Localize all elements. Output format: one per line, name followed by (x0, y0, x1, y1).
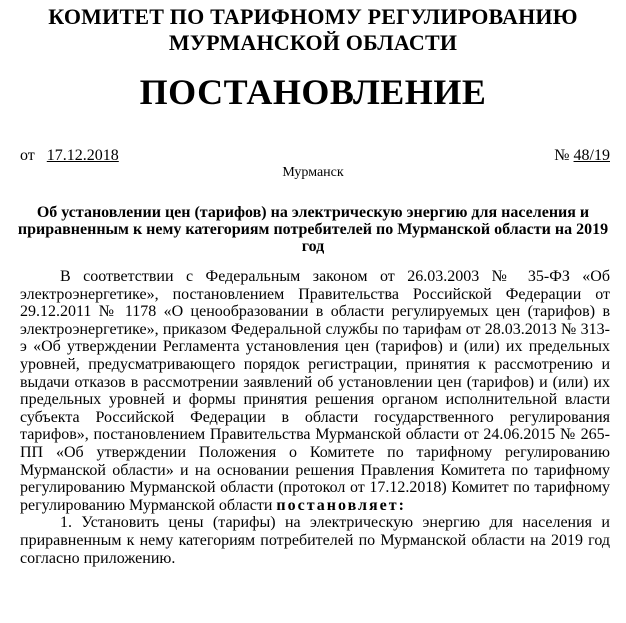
preamble-paragraph (20, 268, 610, 514)
number-value: 48/19 (573, 147, 610, 164)
document-number (554, 146, 610, 166)
date-number-row (20, 146, 610, 166)
document-subject: Об установлении цен (тарифов) на электрическую энергию для населения и приравненным к нему категориям потребителей по Мурманской области на 2019 год (17, 204, 609, 255)
organization-name-line-2: МУРМАНСКОЙ ОБЛАСТИ (168, 30, 458, 55)
preamble-text: В соответствии с Федеральным законом от 26.03.2003 № 35-ФЗ «Об электроэнергетике», постановлением Правительства Российской Федерации от 29.12.2011 № 1178 «О ценообразовании в области регулируемых цен (тарифов) в электроэнергетике», приказом Федеральной службы по тарифам от 28.03.2013 № 313-э «Об утверждении Регламента установления цен (тарифов) и (или) их предельных уровней, предусматривающего порядок регистрации, принятия к рассмотрению и выдачи отказов в рассмотрении заявлений об установлении цен (тарифов) и (или) их предельных уровней и формы принятия решения органом исполнительной власти субъекта Российской Федерации в области государственного регулирования тарифов», постановлением Правительства Мурманской области от 24.06.2015 № 265-ПП «Об утверждении Положения о Комитете по тарифному регулированию Мурманской области» и на основании решения Правления Комитета по тарифному регулированию Мурманской области (протокол от 17.12.2018) Комитет по тарифному регулированию Мурманской области (20, 268, 610, 514)
decree-word: постановляет: (276, 496, 406, 514)
organization-name-line-1: КОМИТЕТ ПО ТАРИФНОМУ РЕГУЛИРОВАНИЮ (48, 4, 578, 29)
date-prefix: от (20, 147, 35, 164)
number-prefix: № (554, 147, 570, 164)
date-value: 17.12.2018 (46, 147, 119, 164)
city: Мурманск (282, 165, 344, 180)
decree-item-1: 1. Установить цены (тарифы) на электрическую энергию для населения и приравненным к нему категориям потребителей по Мурманской области на 2019 год согласно приложению. (20, 514, 610, 567)
document-body (20, 268, 610, 567)
document-date (20, 146, 119, 166)
document-type-title: ПОСТАНОВЛЕНИЕ (139, 72, 487, 112)
